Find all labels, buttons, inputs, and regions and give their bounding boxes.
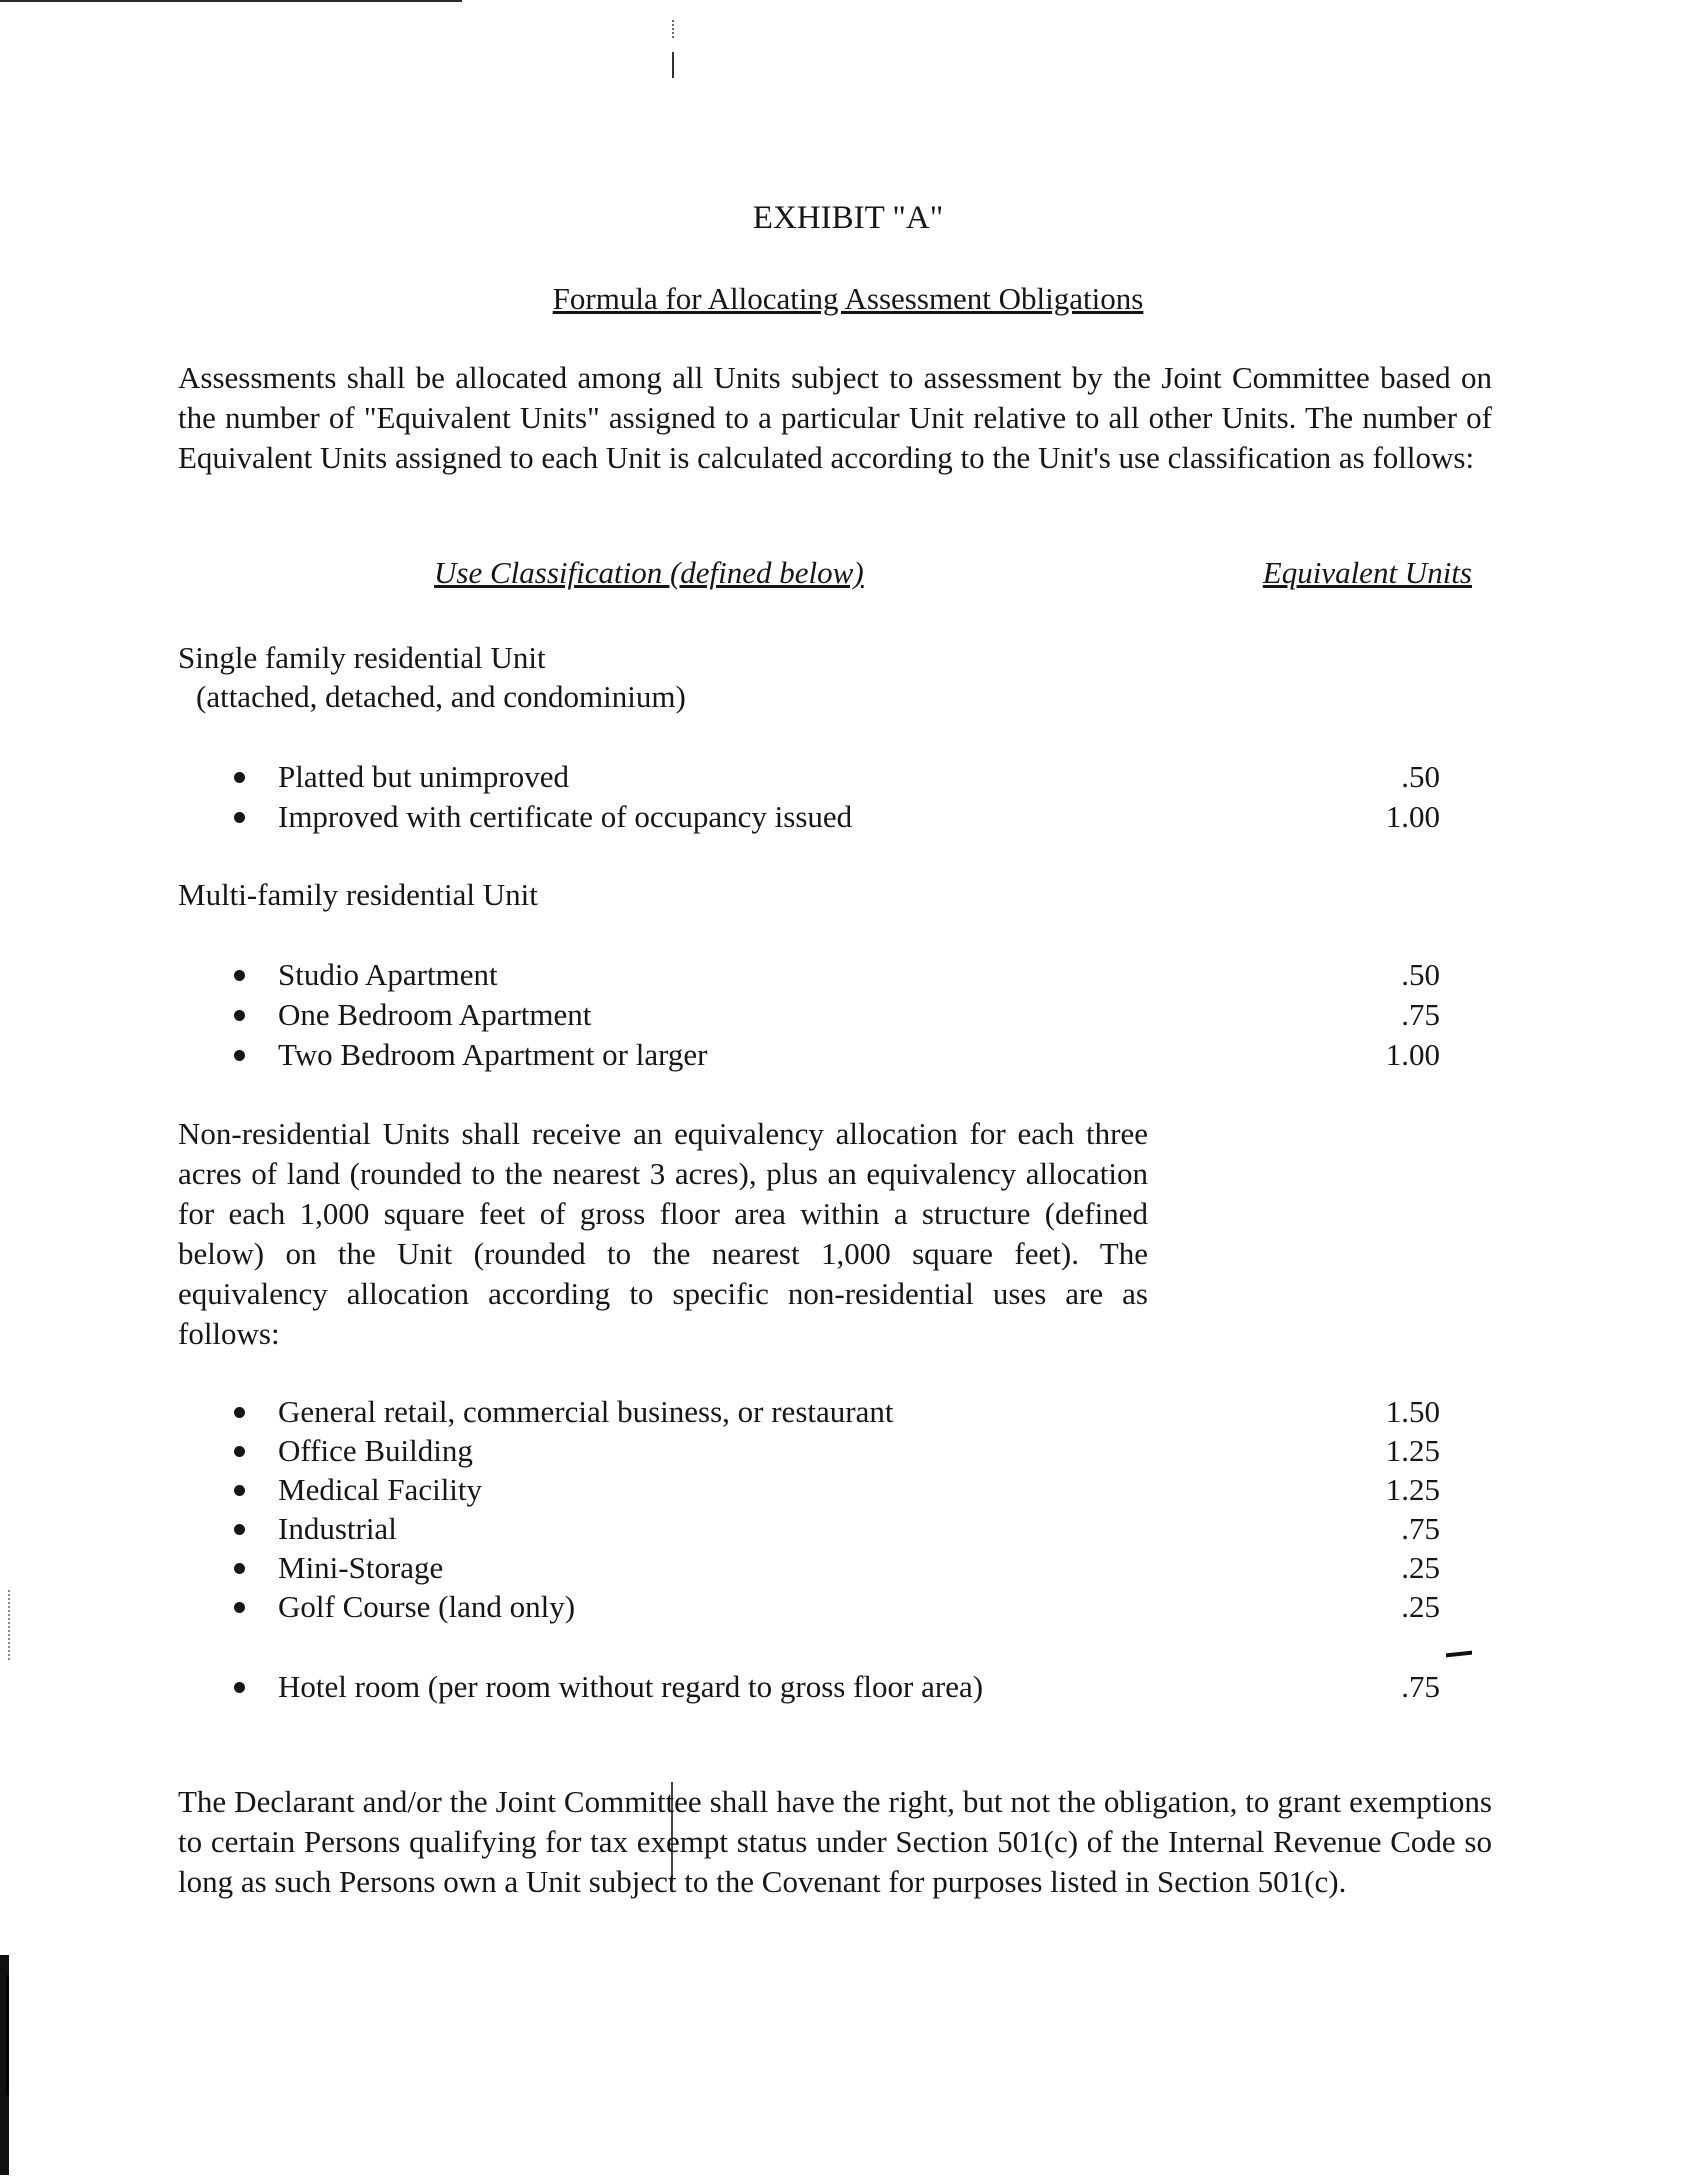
scan-artifact-mark: [672, 52, 674, 78]
item-label: Improved with certificate of occupancy issued: [278, 799, 853, 834]
column-header-use-classification: Use Classification (defined below): [434, 555, 864, 590]
non-residential-paragraph: Non-residential Units shall receive an equivalency allocation for each three acres of land (rounded to the nearest 3 acres), plus an equivalency allocation for each 1,000 square feet of gross floor area within a structure (defined below) on the Unit (rounded to the nearest 1,000 square feet). The equivalency allocation according to specific non-residential uses are as follows:: [178, 1116, 1148, 1351]
closing-paragraph: The Declarant and/or the Joint Committee shall have the right, but not the obligation, to grant exemptions to certain Persons qualifying for tax exempt status under Section 501(c) of the Internal Revenue Code so long as such Persons own a Unit subject to the Covenant for purposes listed in Section 501(c).: [178, 1784, 1492, 1899]
bullet-icon: [234, 1035, 246, 1047]
list-item: [178, 1392, 1440, 1432]
item-label: Platted but unimproved: [278, 759, 570, 794]
item-label: Industrial: [278, 1511, 397, 1546]
item-value: .75: [1401, 997, 1440, 1032]
list-item: [178, 757, 1440, 797]
item-label: One Bedroom Apartment: [278, 997, 592, 1032]
item-label: Two Bedroom Apartment or larger: [278, 1037, 708, 1072]
item-value: 1.00: [1385, 1037, 1440, 1072]
item-value: .50: [1401, 957, 1440, 992]
bullet-icon: [234, 797, 246, 809]
list-item: [178, 797, 1440, 837]
item-label: Mini-Storage: [278, 1550, 444, 1585]
bullet-icon: [234, 1431, 246, 1443]
bullet-icon: [234, 1470, 246, 1482]
item-value: 1.00: [1385, 799, 1440, 834]
multi-family-heading: Multi-family residential Unit: [178, 877, 538, 912]
item-value: .75: [1401, 1669, 1440, 1704]
bullet-icon: [234, 995, 246, 1007]
item-value: .50: [1401, 759, 1440, 794]
list-item: [178, 1667, 1440, 1707]
bullet-icon: [234, 1548, 246, 1560]
list-item: [178, 1548, 1440, 1588]
list-item: [178, 995, 1440, 1035]
item-label: Office Building: [278, 1433, 473, 1468]
item-label: Medical Facility: [278, 1472, 483, 1507]
bullet-icon: [234, 757, 246, 769]
item-label: Studio Apartment: [278, 957, 498, 992]
scan-artifact-left-thin: [6, 1975, 9, 2095]
single-family-subheading: (attached, detached, and condominium): [196, 679, 686, 714]
list-item: [178, 1431, 1440, 1471]
scan-artifact-left-dots: [8, 1590, 12, 1660]
item-value: .25: [1401, 1550, 1440, 1585]
item-value: .75: [1401, 1511, 1440, 1546]
item-value: 1.25: [1385, 1472, 1440, 1507]
page-subtitle: Formula for Allocating Assessment Obligations: [552, 281, 1144, 316]
intro-paragraph: Assessments shall be allocated among all Units subject to assessment by the Joint Committee based on the number of "Equivalent Units" assigned to a particular Unit relative to all other Units. The number of Equivalent Units assigned to each Unit is calculated according to the Unit's use classification as follows:: [178, 360, 1492, 475]
list-item: [178, 955, 1440, 995]
list-item: [178, 1470, 1440, 1510]
item-label: Golf Course (land only): [278, 1589, 576, 1624]
page-title: EXHIBIT "A": [752, 200, 944, 236]
list-item: [178, 1509, 1440, 1549]
bullet-icon: [234, 955, 246, 967]
item-label: General retail, commercial business, or restaurant: [278, 1394, 894, 1429]
scan-artifact-dots: [672, 20, 676, 38]
single-family-heading: Single family residential Unit: [178, 640, 546, 675]
item-value: 1.25: [1385, 1433, 1440, 1468]
item-label: Hotel room (per room without regard to gross floor area): [278, 1669, 984, 1704]
bullet-icon: [234, 1667, 246, 1679]
bullet-icon: [234, 1392, 246, 1404]
item-value: 1.50: [1385, 1394, 1440, 1429]
list-item: [178, 1035, 1440, 1075]
list-item: [178, 1587, 1440, 1627]
column-header-equivalent-units: Equivalent Units: [1262, 555, 1472, 590]
scan-artifact-dash: [1446, 1651, 1472, 1658]
bullet-icon: [234, 1587, 246, 1599]
item-value: .25: [1401, 1589, 1440, 1624]
scan-artifact-line: [0, 0, 462, 2]
bullet-icon: [234, 1509, 246, 1521]
